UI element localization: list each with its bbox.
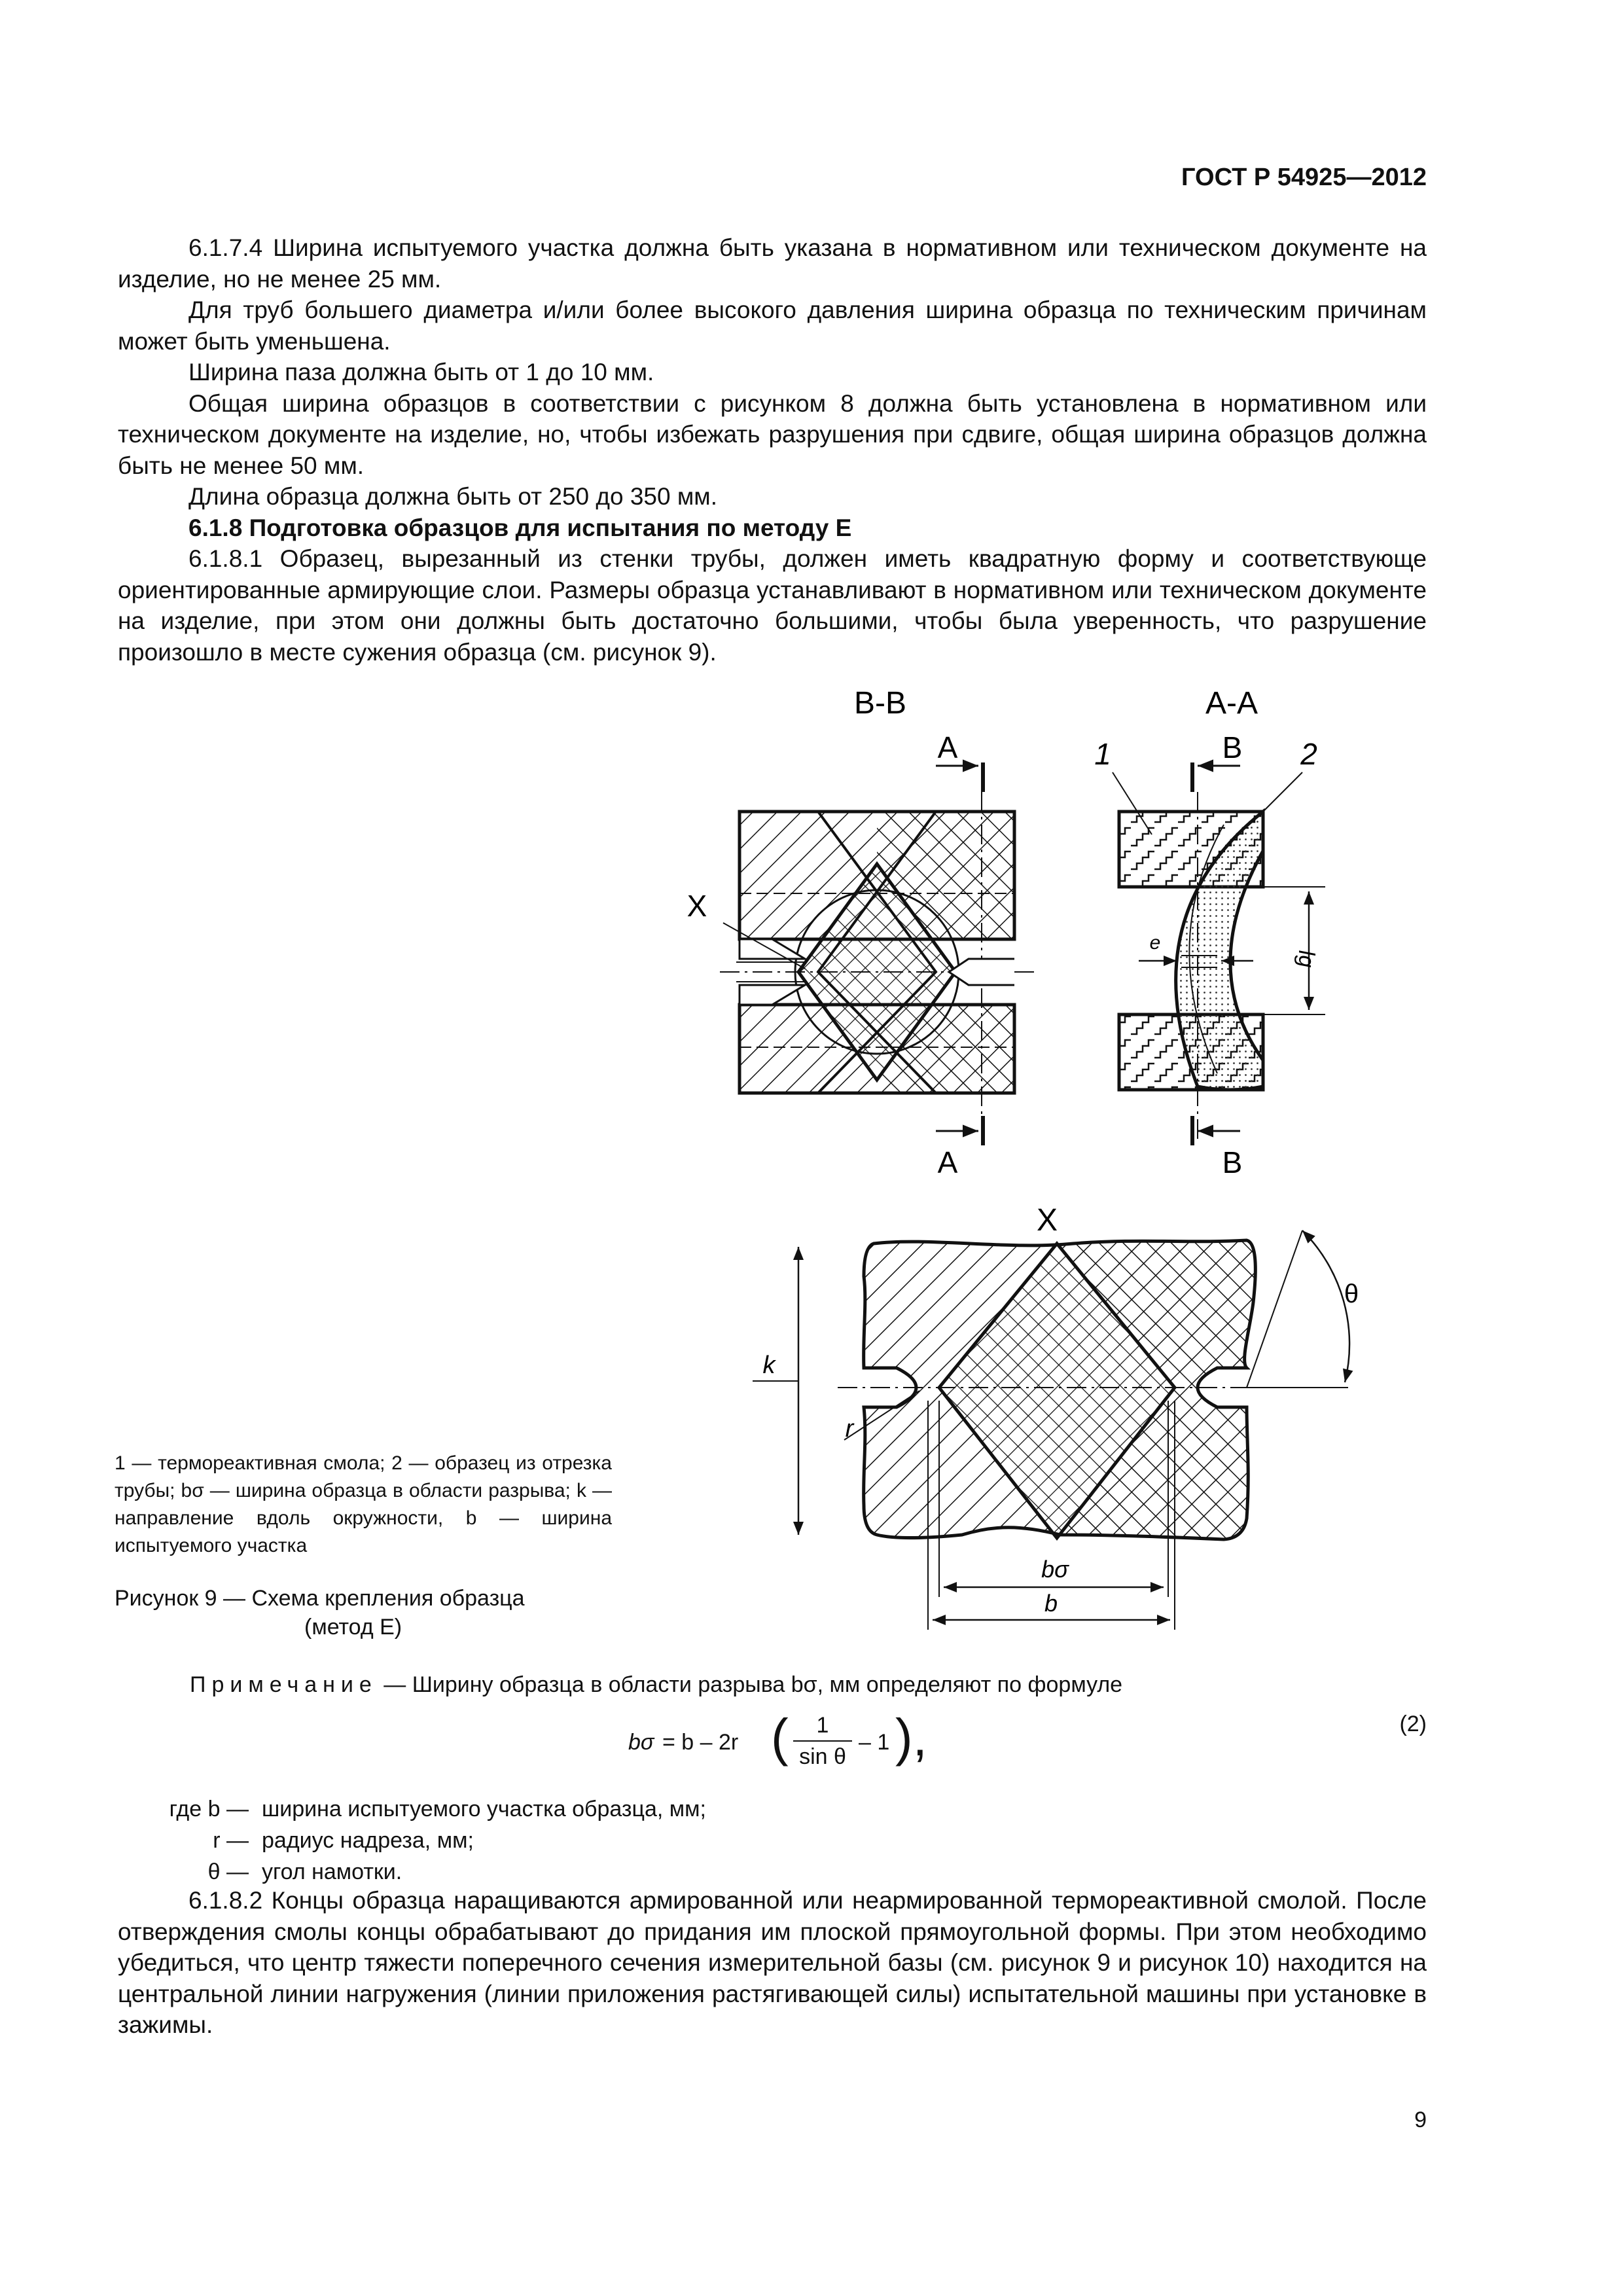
figure-caption-line-1: Рисунок 9 — Схема крепления образца: [115, 1586, 525, 1611]
formula-denominator: sin θ: [799, 1744, 846, 1769]
dimension-e-label: e: [1149, 932, 1161, 954]
legend-row-r: [131, 1825, 706, 1856]
dimension-b-label: b: [1044, 1590, 1058, 1617]
cut-b-label-bottom: В: [1222, 1145, 1243, 1179]
dimension-lg-label: lg: [1294, 950, 1319, 968]
cut-b-label-top: В: [1222, 730, 1243, 764]
formula-fraction-bar: [793, 1740, 852, 1742]
paragraph-6-1-8-2: 6.1.8.2 Концы образца наращиваются армированной или неармированной термореактивной смолой. После отверждения смолы концы обрабатывают до придания им плоской прямоугольной формы. При этом необходимо убедиться, что центр тяжести поперечного сечения измерительной базы (см. рисунок 9 и рисунок 10) находится на центральной линии нагружения (линии приложения растягивающей силы) испытательной машины при установке в зажимы.: [118, 1887, 1427, 2038]
formula-2: [628, 1708, 995, 1770]
dimension-k-label: k: [762, 1352, 776, 1379]
paragraph-total-width: Общая ширина образцов в соответствии с рисунком 8 должна быть установлена в нормативном или техническом документе на изделие, но, чтобы избежать разрушения при сдвиге, общая ширина образцов должна быть не менее 50 мм.: [118, 389, 1427, 479]
legend-row-b: [131, 1793, 706, 1825]
formula-left-paren: (: [771, 1708, 789, 1767]
detail-x-view: [753, 1203, 1359, 1630]
formula-rhs-prefix: = b – 2r: [662, 1730, 739, 1755]
formula-legend: [131, 1793, 706, 1888]
detail-x-title: X: [1036, 1203, 1058, 1238]
formula-numerator: 1: [816, 1713, 829, 1738]
formula-lhs: bσ: [628, 1730, 654, 1755]
paragraph-pipe-diameter: Для труб большего диаметра и/или более высокого давления ширина образца по техническим причинам может быть уменьшена.: [118, 296, 1427, 355]
figure-key: 1 — термореактивная смола; 2 — образец из отрезка трубы; bσ — ширина образца в области разрыва; k — направление вдоль окружности, b — ширина испытуемого участка: [115, 1452, 612, 1556]
legend-text: радиус надреза, мм;: [262, 1828, 474, 1853]
paragraph-length: Длина образца должна быть от 250 до 350 мм.: [188, 483, 718, 510]
section-heading-6-1-8: 6.1.8 Подготовка образцов для испытания по методу Е: [188, 514, 852, 541]
legend-text: ширина испытуемого участка образца, мм;: [262, 1797, 706, 1821]
section-bb-label: В-В: [853, 686, 907, 721]
legend-symbol: r —: [213, 1828, 249, 1853]
legend-row-theta: [131, 1856, 706, 1888]
paragraph-6-1-8-1: 6.1.8.1 Образец, вырезанный из стенки трубы, должен иметь квадратную форму и соответствующе ориентированные армирующие слои. Размеры образца устанавливают в нормативном или техническом документе на изделие, при этом они должны быть достаточно большими, чтобы была уверенность, что разрушение произошло в месте сужения образца (см. рисунок 9).: [118, 545, 1427, 666]
detail-x-callout: X: [687, 889, 707, 923]
section-aa-view: [1094, 686, 1325, 1179]
angle-theta-label: θ: [1344, 1280, 1359, 1308]
body-text-bottom: [118, 1885, 1427, 2041]
note-label: Примечание: [190, 1672, 378, 1697]
document-header: ГОСТ Р 54925—2012: [1181, 164, 1427, 191]
cut-a-label-top: А: [937, 730, 958, 764]
dimension-b-sigma-label: bσ: [1041, 1556, 1069, 1583]
note: [190, 1672, 1427, 1698]
equation-number: (2): [1399, 1712, 1427, 1736]
legend-symbol: где b —: [169, 1797, 249, 1821]
section-aa-label: А-А: [1205, 686, 1258, 721]
figure-caption-line-2: (метод Е): [304, 1615, 402, 1640]
legend-symbol: θ —: [207, 1859, 249, 1884]
paragraph-6-1-7-4: 6.1.7.4 Ширина испытуемого участка должна быть указана в нормативном или техническом документе на изделие, но не менее 25 мм.: [118, 234, 1427, 293]
page-number: 9: [1414, 2108, 1427, 2132]
body-text-top: [118, 232, 1427, 668]
item-1-callout: 1: [1094, 737, 1111, 771]
radius-r-label: r: [845, 1415, 854, 1443]
formula-right-paren: ),: [895, 1708, 927, 1767]
legend-text: угол намотки.: [262, 1859, 402, 1884]
section-bb-view: [687, 686, 1034, 1179]
note-text: — Ширину образца в области разрыва bσ, мм определяют по формуле: [383, 1672, 1123, 1697]
paragraph-groove-width: Ширина паза должна быть от 1 до 10 мм.: [188, 359, 654, 386]
cut-a-label-bottom: А: [937, 1145, 958, 1179]
item-2-callout: 2: [1300, 737, 1317, 771]
figure-caption: [115, 1584, 612, 1641]
formula-rhs-suffix: – 1: [859, 1730, 890, 1755]
